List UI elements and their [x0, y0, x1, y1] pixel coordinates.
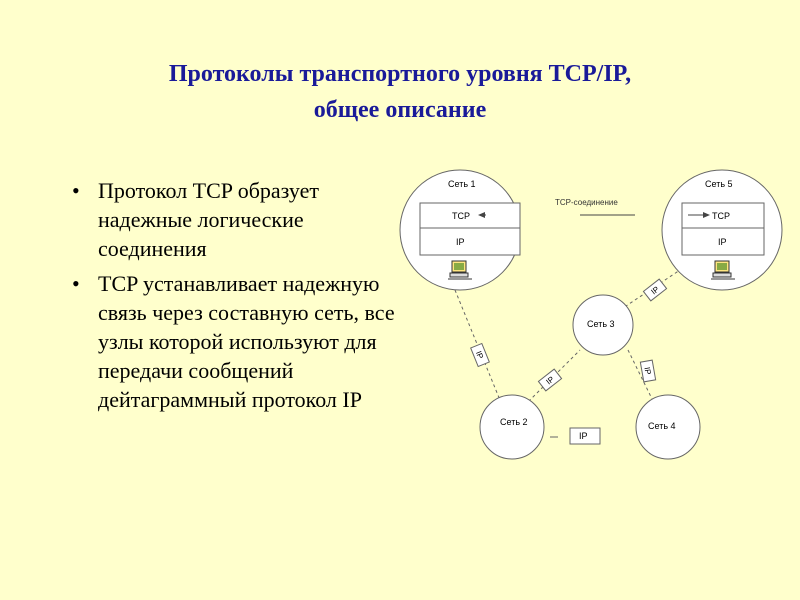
title-line-1: Протоколы транспортного уровня TCP/IP, [168, 61, 632, 87]
bullet-text: TCP устанавливает надежную связь через составную сеть, все узлы которой используют для передачи сообщений дейтаграммный протокол IP [98, 271, 395, 412]
link-ip-label: IP [649, 284, 661, 297]
title-line-2: общее описание [313, 97, 487, 123]
net5-ip-label: IP [718, 237, 727, 247]
link-ip-net3-net5 [643, 279, 666, 301]
bullet-item [70, 176, 400, 263]
bullet-list [70, 176, 400, 420]
bullet-dot-icon: • [72, 178, 80, 203]
net2-label: Сеть 2 [500, 417, 528, 427]
link-ip-net2-net4-label: IP [579, 431, 588, 441]
net2-circle [480, 395, 544, 459]
net5-label: Сеть 5 [705, 179, 733, 189]
network-diagram [390, 165, 795, 475]
net1-tcp-box [420, 203, 520, 228]
link-ip-net1-net2 [471, 343, 490, 366]
bullet-item [70, 269, 400, 414]
net1-ip-label: IP [456, 237, 465, 247]
page-title [0, 56, 800, 128]
link-ip-label: IP [642, 366, 653, 376]
net1-tcp-label: TCP [452, 211, 470, 221]
net3-label: Сеть 3 [587, 319, 615, 329]
link-ip-net3-net4 [640, 360, 655, 382]
net1-label: Сеть 1 [448, 179, 476, 189]
net1-ip-box [420, 228, 520, 255]
link-ip-label: IP [473, 349, 486, 361]
net5-tcp-label: TCP [712, 211, 730, 221]
bullet-dot-icon: • [72, 271, 80, 296]
bullet-text: Протокол TCP образует надежные логические соединения [98, 178, 319, 261]
net4-label: Сеть 4 [648, 421, 676, 431]
link-ip-label: IP [544, 374, 556, 387]
tcp-connection-label: TCP-соединение [555, 198, 618, 207]
